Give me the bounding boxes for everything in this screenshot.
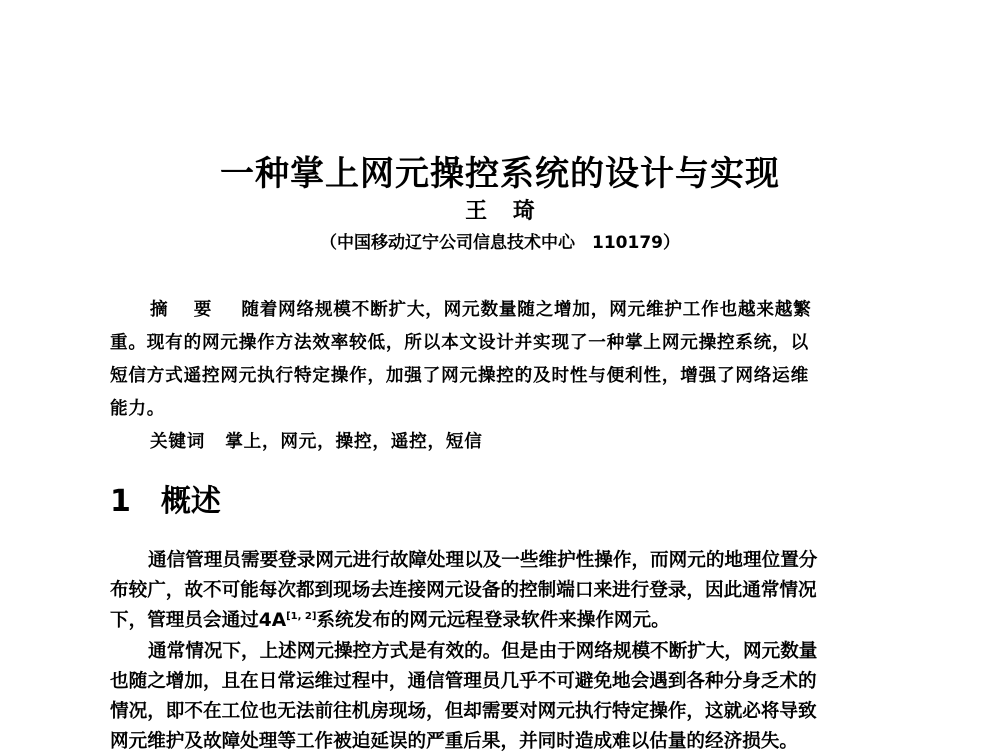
author-affiliation: （中国移动辽宁公司信息技术中心 110179） bbox=[320, 233, 680, 253]
keywords-text: 掌上，网元，操控，遥控，短信 bbox=[225, 432, 483, 452]
body-p1-line-1: 通信管理员需要登录网元进行故障处理以及一些维护性操作，而网元的地理位置分 bbox=[148, 550, 818, 571]
section-title: 概述 bbox=[160, 484, 221, 519]
paper-title: 一种掌上网元操控系统的设计与实现 bbox=[220, 154, 780, 194]
body-p2-line-3: 情况，即不在工位也无法前往机房现场，但却需要对网元执行特定操作，这就必将导致 bbox=[110, 701, 817, 722]
abstract-text-1: 随着网络规模不断扩大，网元数量随之增加，网元维护工作也越来越繁 bbox=[241, 300, 812, 320]
author-name: 王 琦 bbox=[465, 199, 535, 224]
abstract-line-2: 重。现有的网元操作方法效率较低，所以本文设计并实现了一种掌上网元操控系统，以 bbox=[110, 333, 809, 353]
abstract-line-1 bbox=[110, 296, 900, 321]
keywords-line bbox=[110, 428, 900, 453]
abstract-label: 摘 要 bbox=[150, 300, 222, 320]
body-p1-line-3 bbox=[110, 606, 900, 632]
abstract-line-3: 短信方式遥控网元执行特定操作，加强了网元操控的及时性与便利性，增强了网络运维 bbox=[110, 366, 809, 386]
abstract-line-4: 能力。 bbox=[110, 399, 166, 419]
section-heading bbox=[110, 476, 221, 520]
body-p2-line-4: 网元维护及故障处理等工作被迫延误的严重后果，并同时造成难以估量的经济损失。 bbox=[110, 731, 798, 752]
keywords-label: 关键词 bbox=[150, 432, 206, 452]
body-p2-line-2: 也随之增加，且在日常运维过程中，通信管理员几乎不可避免地会遇到各种分身乏术的 bbox=[110, 671, 817, 692]
section-number: 1 bbox=[110, 484, 131, 519]
body-p2-line-1: 通常情况下，上述网元操控方式是有效的。但是由于网络规模不断扩大，网元数量 bbox=[148, 641, 818, 662]
citation-ref: [1, 2] bbox=[286, 610, 317, 622]
body-p1-line-2: 布较广，故不可能每次都到现场去连接网元设备的控制端口来进行登录，因此通常情况 bbox=[110, 580, 817, 601]
body-p1-line-3-text-b: 系统发布的网元远程登录软件来操作网元。 bbox=[316, 610, 670, 631]
body-p1-line-3-text-a: 下，管理员会通过4A bbox=[110, 610, 287, 631]
